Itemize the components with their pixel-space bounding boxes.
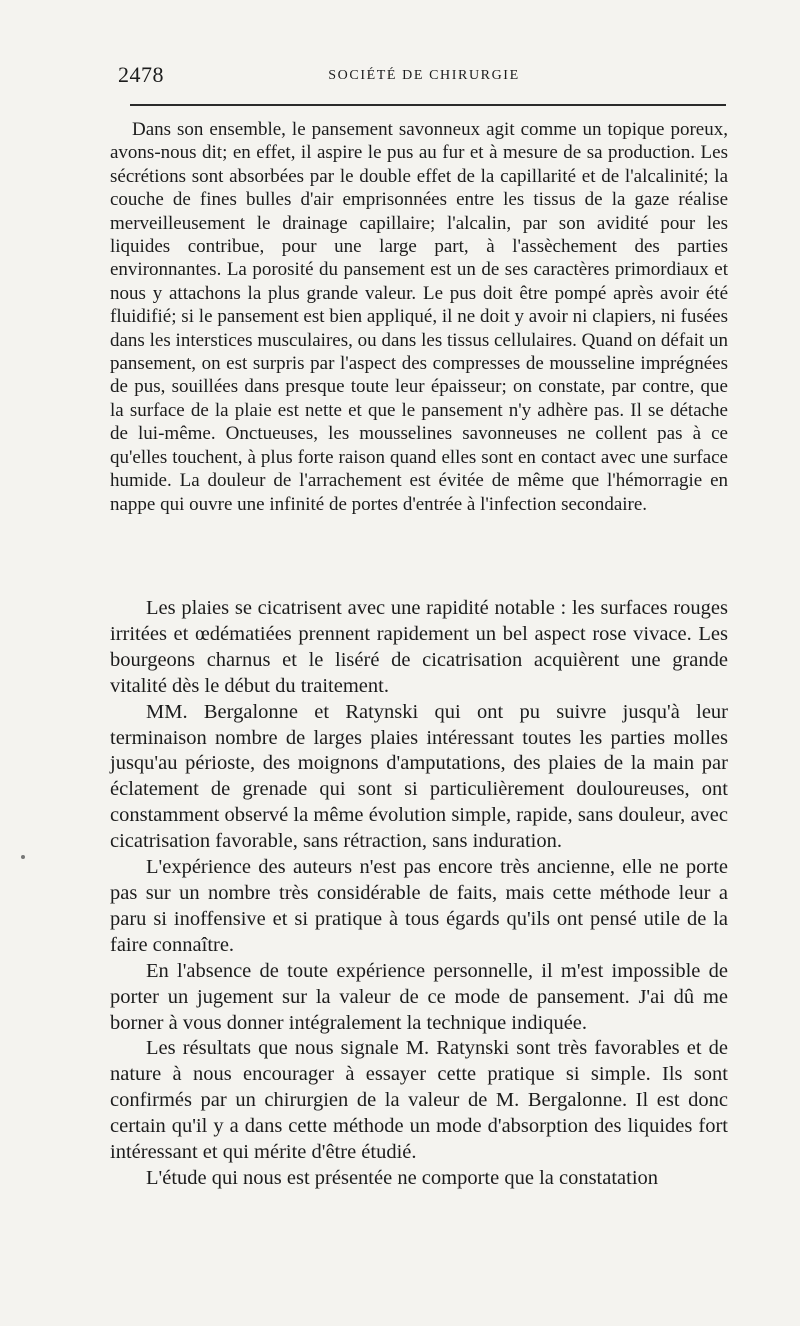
text-block-small: [110, 118, 728, 516]
paragraph: Dans son ensemble, le pansement savonneux agit comme un topique poreux, avons-nous dit; en effet, il aspire le pus au fur et à mesure de sa production. Les sécrétions sont absorbées par le double effet de la capillarité et de l'alcalinité; la couche de fines bulles d'air emprisonnées entre les tissus de la gaze réalise merveilleusement le drainage capillaire; l'alcalin, par son avidité pour les liquides contribue, pour une large part, à l'assèchement des parties environnantes. La porosité du pansement est un de ses caractères primordiaux et nous y attachons la plus grande valeur. Le pus doit être pompé après avoir été fluidifié; si le pansement est bien appliqué, il ne doit y avoir ni clapiers, ni fusées dans les interstices musculaires, ou dans les tissus cellulaires. Quand on défait un pansement, on est surpris par l'aspect des compresses de mousseline imprégnées de pus, souillées dans presque toute leur épaisseur; on constate, par contre, que la surface de la plaie est nette et que le pansement n'y adhère pas. Il se détache de lui-même. Onctueuses, les mousselines savonneuses ne collent pas à ce qu'elles touchent, à plus forte raison quand elles sont en contact avec une surface humide. La douleur de l'arrachement est évitée de même que l'hémorragie en nappe qui ouvre une infinité de portes d'entrée à l'infection secondaire.: [110, 119, 728, 515]
ink-speck: [21, 855, 25, 859]
paragraph: MM. Bergalonne et Ratynski qui ont pu suivre jusqu'à leur terminaison nombre de larges plaies intéressant toutes les parties molles jusqu'au périoste, des moignons d'amputations, des plaies de la main par éclatement de grenade qui sont si particulièrement douloureuses, ont constamment observé la même évolution simple, rapide, sans douleur, avec cicatrisation favorable, sans rétraction, sans induration.: [110, 700, 728, 853]
paragraph: L'expérience des auteurs n'est pas encore très ancienne, elle ne porte pas sur un nombre très considérable de faits, mais cette méthode leur a paru si inoffensive et si pratique à tous égards qu'ils ont pensé utile de la faire connaître.: [110, 856, 728, 956]
page-number: 2478: [118, 62, 164, 87]
header-rule: [130, 104, 726, 106]
page-header: [118, 62, 730, 92]
paragraph: Les plaies se cicatrisent avec une rapidité notable : les surfaces rouges irritées et œdématiées prennent rapidement un bel aspect rose vivace. Les bourgeons charnus et le liséré de cicatrisation acquièrent une grande vitalité dès le début du traitement.: [110, 597, 728, 697]
running-title: SOCIÉTÉ DE CHIRURGIE: [328, 68, 520, 83]
paragraph: L'étude qui nous est présentée ne comporte que la constatation: [146, 1166, 659, 1189]
paragraph: En l'absence de toute expérience personnelle, il m'est impossible de porter un jugement sur la valeur de ce mode de pansement. J'ai dû me borner à vous donner intégralement la technique indiquée.: [110, 959, 728, 1034]
paragraph: Les résultats que nous signale M. Ratynski sont très favorables et de nature à nous encourager à essayer cette pratique si simple. Ils sont confirmés par un chirurgien de la valeur de M. Bergalonne. Il est donc certain qu'il y a dans cette méthode un mode d'absorption des liquides fort intéressant et qui mérite d'être étudié.: [110, 1037, 728, 1164]
text-block-large: [110, 596, 728, 1192]
